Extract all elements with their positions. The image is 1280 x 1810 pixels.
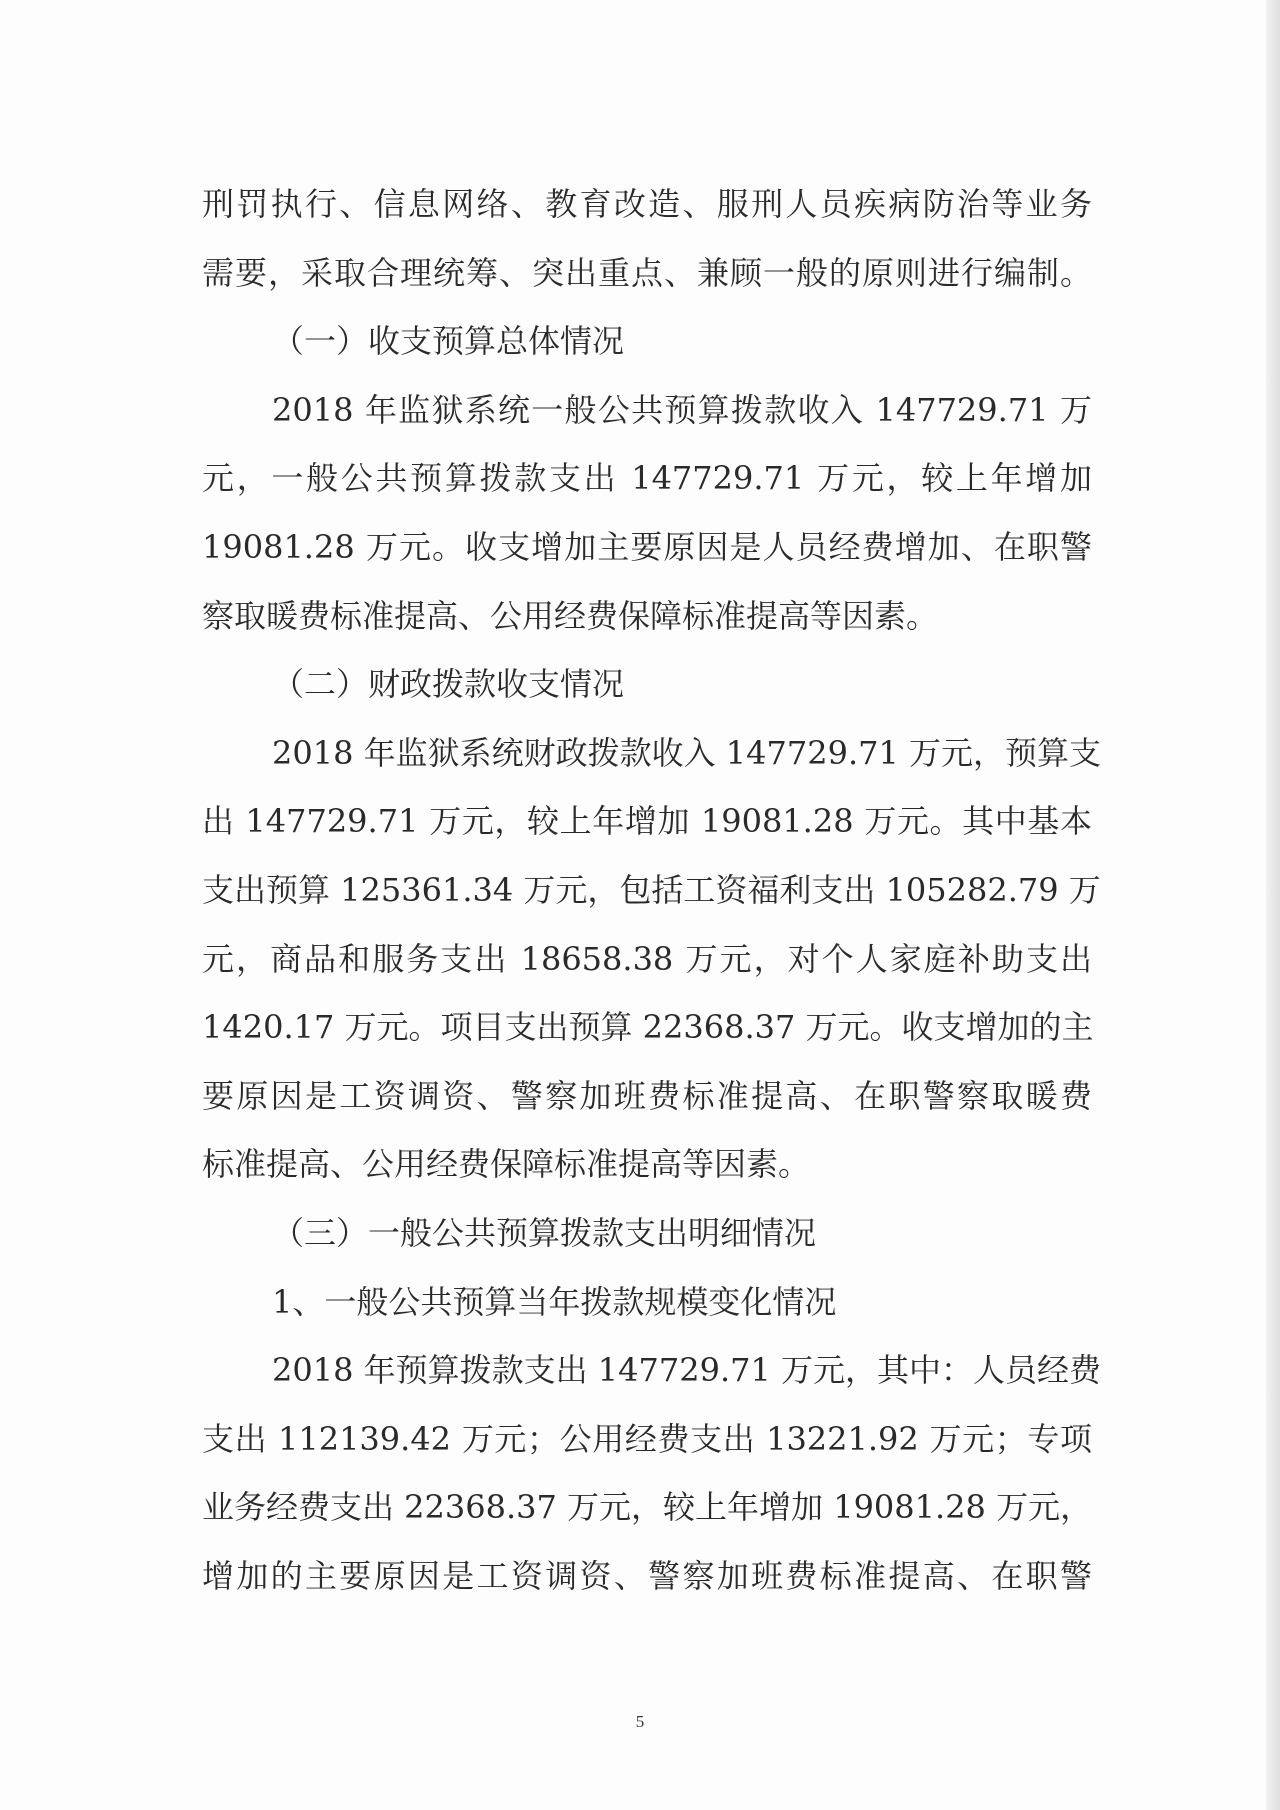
text-line: 2018 年预算拨款支出 147729.71 万元，其中：人员经费 xyxy=(272,1351,1102,1390)
section-heading: （一）收支预算总体情况 xyxy=(272,322,625,361)
text-line: 标准提高、公用经费保障标准提高等因素。 xyxy=(202,1145,811,1184)
section-heading: （三）一般公共预算拨款支出明细情况 xyxy=(272,1213,817,1252)
text-line: 增加的主要原因是工资调资、警察加班费标准提高、在职警 xyxy=(202,1556,1092,1595)
text-line: 业务经费支出 22368.37 万元，较上年增加 19081.28 万元， xyxy=(202,1488,1093,1527)
text-line: 支出预算 125361.34 万元，包括工资福利支出 105282.79 万 xyxy=(202,870,1101,909)
text-line: 出 147729.71 万元，较上年增加 19081.28 万元。其中基本 xyxy=(202,802,1092,841)
text-line: 要原因是工资调资、警察加班费标准提高、在职警察取暖费 xyxy=(202,1076,1092,1115)
text-line: 19081.28 万元。收支增加主要原因是人员经费增加、在职警 xyxy=(202,527,1092,566)
text-line: 需要，采取合理统筹、突出重点、兼顾一般的原则进行编制。 xyxy=(202,253,1092,292)
text-line: 元，商品和服务支出 18658.38 万元，对个人家庭补助支出 xyxy=(202,939,1092,978)
subsection-heading: 1、一般公共预算当年拨款规模变化情况 xyxy=(272,1282,837,1321)
text-line: 元，一般公共预算拨款支出 147729.71 万元，较上年增加 xyxy=(202,459,1092,498)
scan-edge xyxy=(1266,0,1280,1810)
body-text xyxy=(202,170,1102,1610)
text-line: 察取暖费标准提高、公用经费保障标准提高等因素。 xyxy=(202,596,939,635)
section-heading: （二）财政拨款收支情况 xyxy=(272,665,625,704)
page-number: 5 xyxy=(635,1712,645,1731)
text-line: 2018 年监狱系统财政拨款收入 147729.71 万元，预算支 xyxy=(272,733,1102,772)
text-line: 1420.17 万元。项目支出预算 22368.37 万元。收支增加的主 xyxy=(202,1008,1094,1047)
text-line: 刑罚执行、信息网络、教育改造、服刑人员疾病防治等业务 xyxy=(202,185,1092,223)
text-line: 2018 年监狱系统一般公共预算拨款收入 147729.71 万 xyxy=(272,390,1092,429)
text-line: 支出 112139.42 万元；公用经费支出 13221.92 万元；专项 xyxy=(202,1419,1092,1458)
